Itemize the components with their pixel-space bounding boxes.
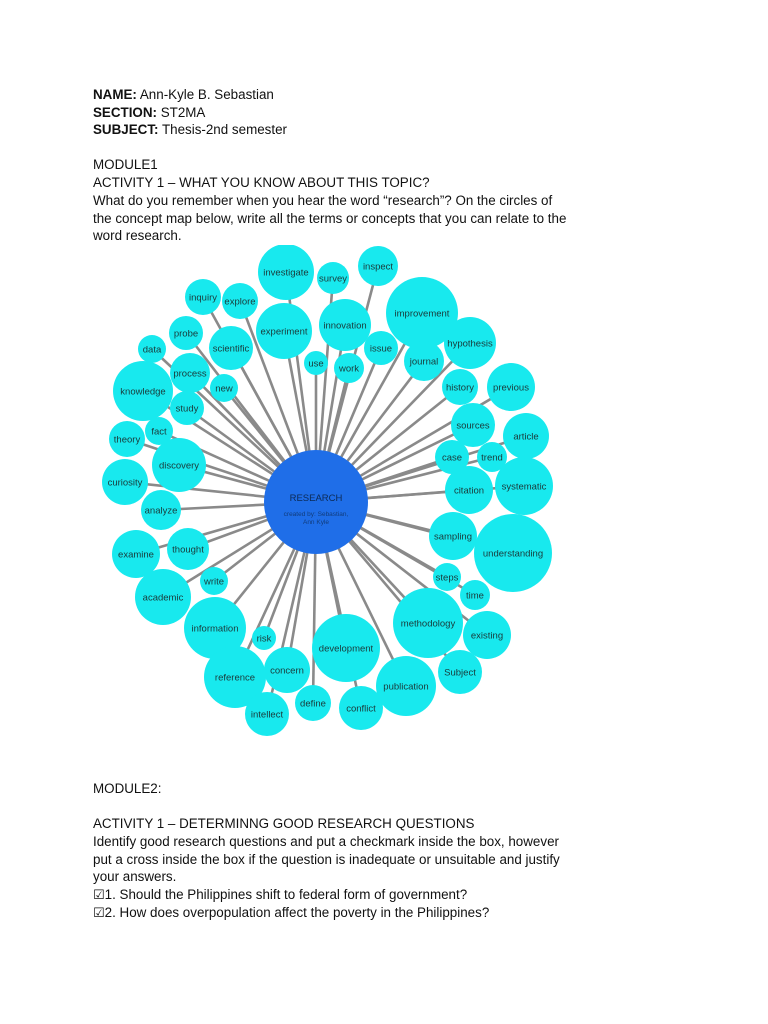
concept-label: time (466, 590, 484, 602)
concept-node-intellect (245, 692, 289, 736)
concept-node-curiosity (102, 459, 148, 505)
concept-node-hypothesis (444, 317, 496, 369)
concept-node-use (304, 351, 328, 375)
concept-label: trend (481, 452, 503, 464)
concept-node-history (442, 369, 478, 405)
instruction-line: word research. (93, 228, 182, 243)
concept-node-previous (487, 363, 535, 411)
concept-node-analyze (141, 490, 181, 530)
concept-label: process (173, 368, 207, 380)
concept-label: curiosity (107, 477, 143, 489)
concept-label: improvement (394, 308, 450, 320)
question-text: 2. How does overpopulation affect the poverty in the Philippines? (104, 905, 490, 920)
concept-node-subject (438, 650, 482, 694)
concept-label: journal (409, 356, 439, 368)
concept-node-work (334, 353, 364, 383)
concept-label: survey (319, 273, 347, 285)
concept-node-scientific (209, 326, 253, 370)
concept-label: theory (113, 434, 141, 446)
concept-node-development (312, 614, 380, 682)
concept-node-inquiry (185, 279, 221, 315)
concept-node-innovation (319, 299, 371, 351)
concept-label: article (513, 431, 539, 443)
concept-node-journal (404, 341, 444, 381)
subject-row (93, 121, 287, 138)
concept-node-sources (451, 403, 495, 447)
concept-node-conflict (339, 686, 383, 730)
concept-label: sources (456, 420, 490, 432)
module1-activity: ACTIVITY 1 – WHAT YOU KNOW ABOUT THIS TOPIC? (93, 175, 430, 190)
concept-label: previous (493, 382, 529, 394)
concept-node-systematic (495, 457, 553, 515)
concept-node-thought (167, 528, 209, 570)
concept-node-understanding (474, 514, 552, 592)
concept-label: work (338, 363, 360, 375)
concept-node-data (138, 335, 166, 363)
concept-node-experiment (256, 303, 312, 359)
name-label: NAME: (93, 87, 137, 102)
concept-label: data (142, 344, 162, 356)
concept-node-explore (222, 283, 258, 319)
concept-label: publication (383, 681, 429, 693)
concept-node-survey (317, 262, 349, 294)
instruction-line: put a cross inside the box if the question is inadequate or unsuitable and justify (93, 851, 560, 867)
section-value: ST2MA (156, 105, 206, 120)
concept-label: conflict (346, 703, 376, 715)
concept-label: new (215, 383, 233, 395)
subject-value: Thesis-2nd semester (158, 122, 287, 137)
concept-label: examine (118, 549, 154, 561)
concept-label: use (308, 358, 324, 370)
concept-node-knowledge (113, 361, 173, 421)
concept-label: systematic (501, 481, 547, 493)
instruction-line: What do you remember when you hear the word “research”? On the circles of (93, 193, 553, 208)
concept-node-define (295, 685, 331, 721)
concept-label: inspect (362, 261, 394, 273)
concept-label: reference (214, 672, 256, 684)
concept-label: study (175, 403, 199, 415)
concept-node-probe (169, 316, 203, 350)
module2-activity: ACTIVITY 1 – DETERMINNG GOOD RESEARCH QUESTIONS (93, 816, 475, 831)
concept-node-study (170, 391, 204, 425)
concept-node-investigate (258, 245, 314, 300)
concept-label: define (300, 698, 326, 710)
name-value: Ann-Kyle B. Sebastian (136, 87, 274, 102)
concept-label: case (441, 452, 463, 464)
concept-node-methodology (393, 588, 463, 658)
concept-node-discovery (152, 438, 206, 492)
concept-label: information (191, 623, 239, 635)
checkmark-box-icon[interactable]: ☑ (93, 887, 105, 903)
hub-credit-line: Ann Kyle (302, 519, 330, 526)
instruction-line: your answers. (93, 869, 177, 884)
concept-label: risk (256, 633, 272, 645)
concept-node-time (460, 580, 490, 610)
concept-node-sampling (429, 512, 477, 560)
concept-label: experiment (260, 326, 308, 338)
concept-node-inspect (358, 246, 398, 286)
concept-node-article (503, 413, 549, 459)
concept-label: thought (172, 544, 204, 556)
concept-label: academic (142, 592, 184, 604)
question-item (93, 886, 613, 905)
concept-label: understanding (482, 548, 544, 560)
concept-node-theory (109, 421, 145, 457)
concept-label: history (446, 382, 474, 394)
concept-node-examine (112, 530, 160, 578)
module2-title: MODULE2: (93, 781, 162, 796)
hub-credit-line: created by: Sebastian, (283, 511, 349, 518)
concept-label: probe (173, 328, 199, 340)
concept-node-risk (252, 626, 276, 650)
concept-label: knowledge (120, 386, 166, 398)
section-label: SECTION: (93, 105, 157, 120)
concept-label: Subject (444, 667, 476, 679)
module1-title: MODULE1 (93, 157, 158, 172)
concept-map (97, 245, 557, 740)
concept-label: innovation (323, 320, 367, 332)
concept-node-process (170, 353, 210, 393)
concept-node-existing (463, 611, 511, 659)
concept-label: citation (453, 485, 485, 497)
concept-node-new (210, 374, 238, 402)
concept-label: hypothesis (447, 338, 493, 350)
concept-label: scientific (212, 343, 250, 355)
concept-label: write (203, 576, 225, 588)
module2-instructions (93, 833, 613, 923)
concept-label: analyze (144, 505, 178, 517)
concept-label: development (318, 643, 374, 655)
module1-instructions (93, 192, 613, 245)
concept-node-publication (376, 656, 436, 716)
concept-node-write (200, 567, 228, 595)
concept-label: existing (470, 630, 504, 642)
concept-node-concern (264, 647, 310, 693)
concept-node-steps (433, 563, 461, 591)
checkmark-box-icon[interactable]: ☑ (93, 906, 105, 921)
concept-label: intellect (250, 709, 284, 721)
concept-node-citation (445, 466, 493, 514)
concept-label: concern (270, 665, 304, 677)
research-hub-label: RESEARCH (289, 493, 343, 504)
concept-label: fact (151, 426, 167, 438)
concept-label: methodology (400, 618, 456, 630)
concept-label: explore (224, 296, 256, 308)
concept-node-issue (364, 331, 398, 365)
instruction-line: the concept map below, write all the terms or concepts that you can relate to the (93, 210, 567, 226)
concept-node-academic (135, 569, 191, 625)
section-row (93, 104, 205, 121)
subject-label: SUBJECT: (93, 122, 159, 137)
concept-label: sampling (433, 531, 473, 543)
concept-label: steps (435, 572, 459, 584)
concept-label: investigate (263, 267, 309, 279)
name-row (93, 86, 274, 103)
concept-label: issue (369, 343, 393, 355)
concept-label: inquiry (189, 292, 217, 304)
question-text: 1. Should the Philippines shift to federal form of government? (104, 886, 468, 902)
concept-label: discovery (158, 460, 200, 472)
question-item (93, 904, 613, 923)
instruction-line: Identify good research questions and put a checkmark inside the box, however (93, 834, 559, 849)
